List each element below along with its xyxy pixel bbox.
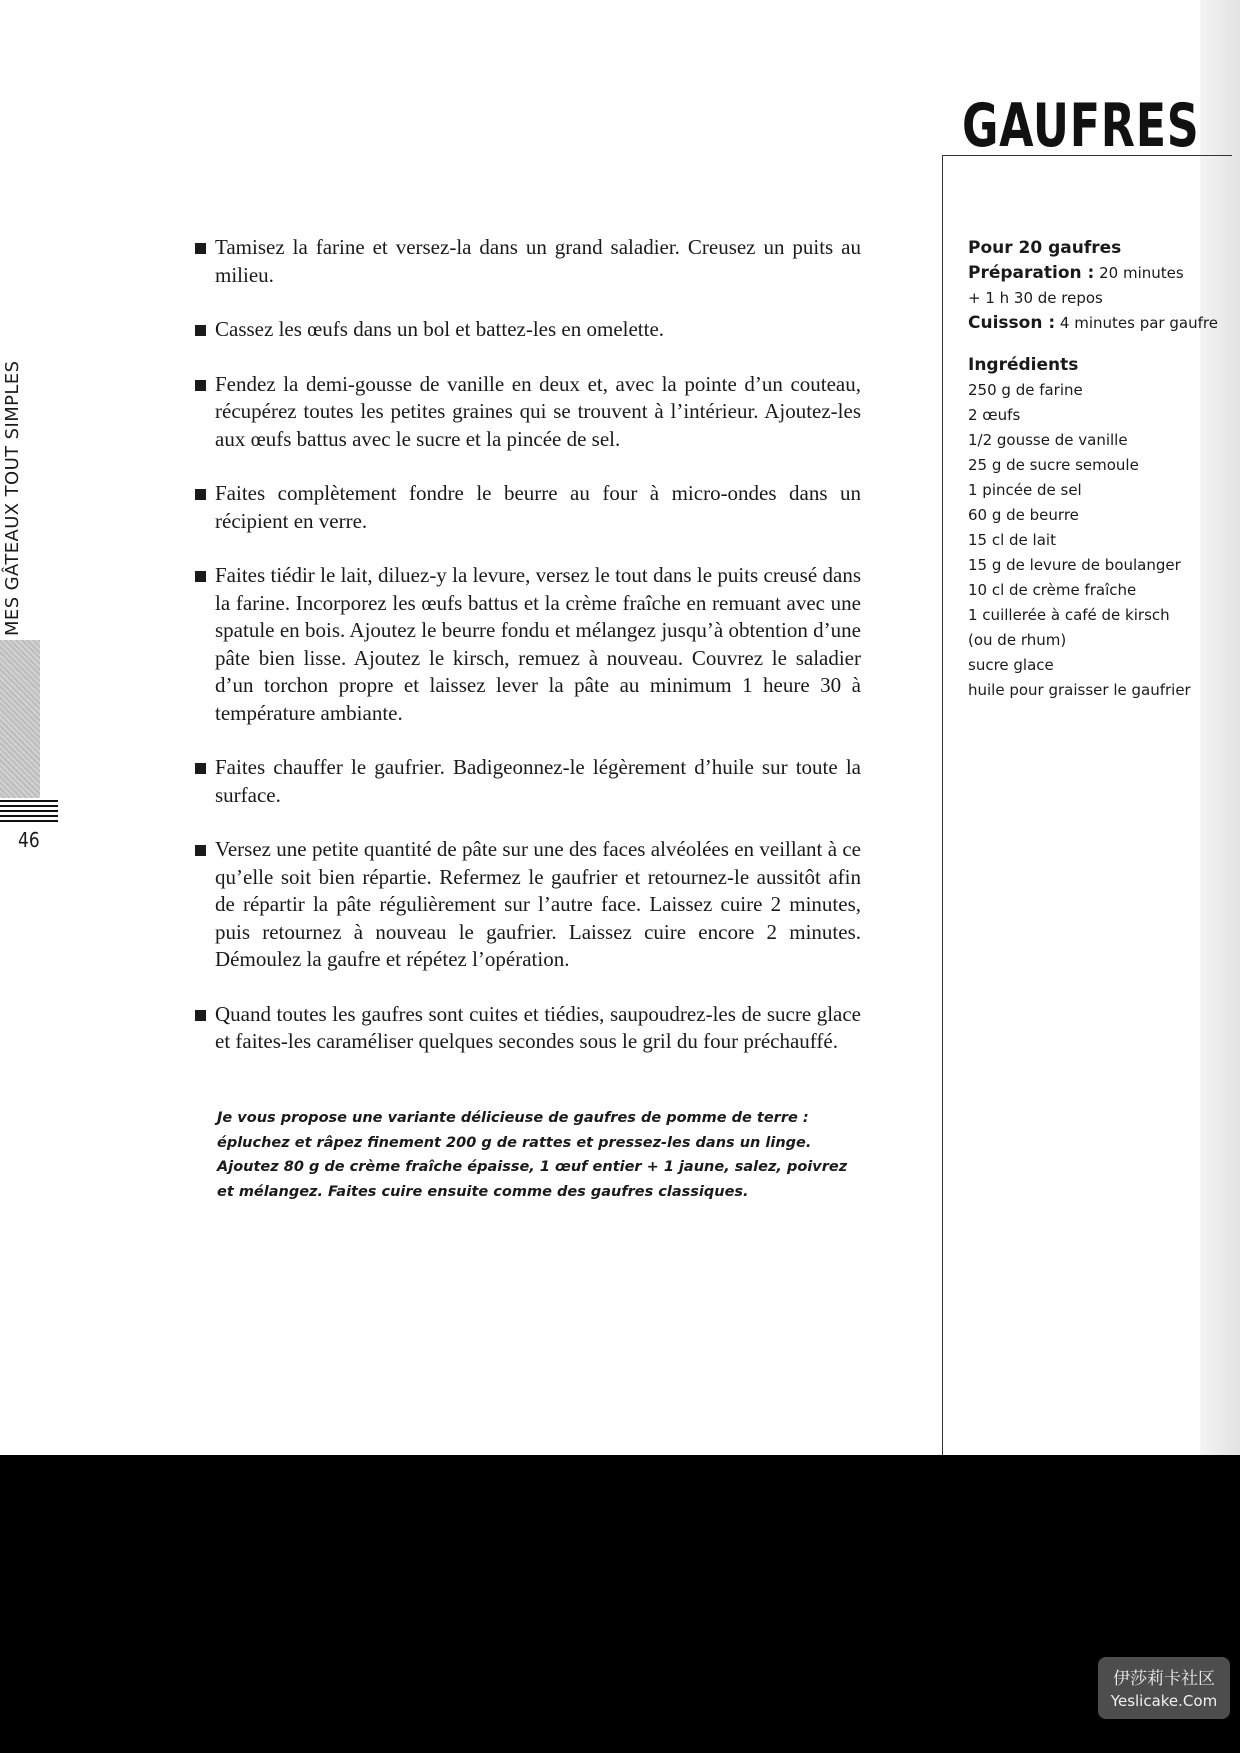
ingredient-item: 60 g de beurre [968,506,1079,524]
ingredient-item: sucre glace [968,656,1054,674]
sidebar-rule [942,155,943,1455]
step-item [195,371,861,454]
square-bullet-icon [195,380,206,391]
ingredients-title: Ingrédients [968,355,1079,375]
step-text: Cassez les œufs dans un bol et battez-les en omelette. [215,317,665,341]
step-text: Tamisez la farine et versez-la dans un grand saladier. Creusez un puits au milieu. [215,235,861,287]
step-item [195,754,861,809]
step-item [195,480,861,535]
square-bullet-icon [195,243,206,254]
ingredient-item: 2 œufs [968,406,1021,424]
step-item [195,316,861,344]
step-item [195,836,861,974]
step-item [195,562,861,727]
recipe-title: GAUFRES [962,91,1200,161]
step-item [195,1001,861,1056]
watermark-line2: Yeslicake.Com [1110,1692,1218,1710]
running-header: MES GÂTEAUX TOUT SIMPLES [2,360,23,636]
side-stripe-bars [0,800,58,822]
ingredient-item: huile pour graisser le gaufrier [968,681,1191,699]
step-text: Fendez la demi-gousse de vanille en deux et, avec la pointe d’un couteau, récupérez toutes les petites graines qui se trouvent à l’intérieur. Ajoutez-les aux œufs battus avec le sucre et la pincée de sel. [215,371,861,451]
title-rule [942,155,1232,156]
square-bullet-icon [195,763,206,774]
prep-label: Préparation : [968,263,1095,283]
cook-time [968,311,1218,336]
yield: Pour 20 gaufres [968,238,1122,258]
recipe-info-sidebar [968,236,1218,703]
step-text: Faites chauffer le gaufrier. Badigeonnez-le légèrement d’huile sur toute la surface. [215,755,861,807]
step-item [195,234,861,289]
page-number: 46 [18,828,40,852]
square-bullet-icon [195,571,206,582]
ingredient-item: 1 cuillerée à café de kirsch [968,606,1170,624]
cook-label: Cuisson : [968,313,1056,333]
square-bullet-icon [195,325,206,336]
watermark [1098,1657,1230,1719]
square-bullet-icon [195,489,206,500]
ingredient-item: 1/2 gousse de vanille [968,431,1128,449]
scan-bottom-band [0,1455,1240,1753]
rest-time: + 1 h 30 de repos [968,289,1103,307]
side-gray-block [0,640,40,798]
prep-time [968,261,1203,286]
prep-value: 20 minutes [1094,264,1184,282]
cook-value: 4 minutes par gaufre [1055,314,1218,332]
step-text: Versez une petite quantité de pâte sur une des faces alvéolées en veillant à ce qu’elle soit bien répartie. Refermez le gaufrier et retournez-le aussitôt afin de répartir la pâte régulièrement sur l’autre face. Laissez cuire 2 minutes, puis retournez à nouveau le gaufrier. Laissez cuire encore 2 minutes. Démoulez la gaufre et répétez l’opération. [215,837,861,971]
ingredient-item: 10 cl de crème fraîche [968,581,1137,599]
step-text: Faites complètement fondre le beurre au four à micro-ondes dans un récipient en verre. [215,481,861,533]
step-text: Faites tiédir le lait, diluez-y la levure, versez le tout dans le puits creusé dans la farine. Incorporez les œufs battus et la crème fraîche en remuant avec une spatule en bois. Ajoutez le beurre fondu et mélangez jusqu’à obtention d’une pâte bien lisse. Ajoutez le kirsch, remuez à nouveau. Couvrez le saladier d’un torchon propre et laissez lever la pâte au minimum 1 heure 30 à température ambiante. [215,563,861,725]
recipe-steps [195,234,861,1083]
variant-note: Je vous propose une variante délicieuse de gaufres de pomme de terre : épluchez et râpez finement 200 g de rattes et pressez-les dans un linge. Ajoutez 80 g de crème fraîche épaisse, 1 œuf entier + 1 jaune, salez, poivrez et mélangez. Faites cuire ensuite comme des gaufres classiques. [217,1110,848,1200]
step-text: Quand toutes les gaufres sont cuites et tiédies, saupoudrez-les de sucre glace et faites-les caraméliser quelques secondes sous le gril du four préchauffé. [215,1001,861,1053]
page-edge-shadow [1200,0,1240,1455]
ingredient-item: 15 cl de lait [968,531,1056,549]
square-bullet-icon [195,845,206,856]
square-bullet-icon [195,1010,206,1021]
ingredient-item: 1 pincée de sel [968,481,1082,499]
ingredients-list [968,378,1203,703]
ingredient-item: 15 g de levure de boulanger [968,556,1181,574]
ingredient-item: 25 g de sucre semoule [968,456,1139,474]
ingredient-item: 250 g de farine [968,381,1083,399]
ingredient-item: (ou de rhum) [968,631,1067,649]
watermark-line1: 伊莎莉卡社区 [1113,1669,1215,1689]
